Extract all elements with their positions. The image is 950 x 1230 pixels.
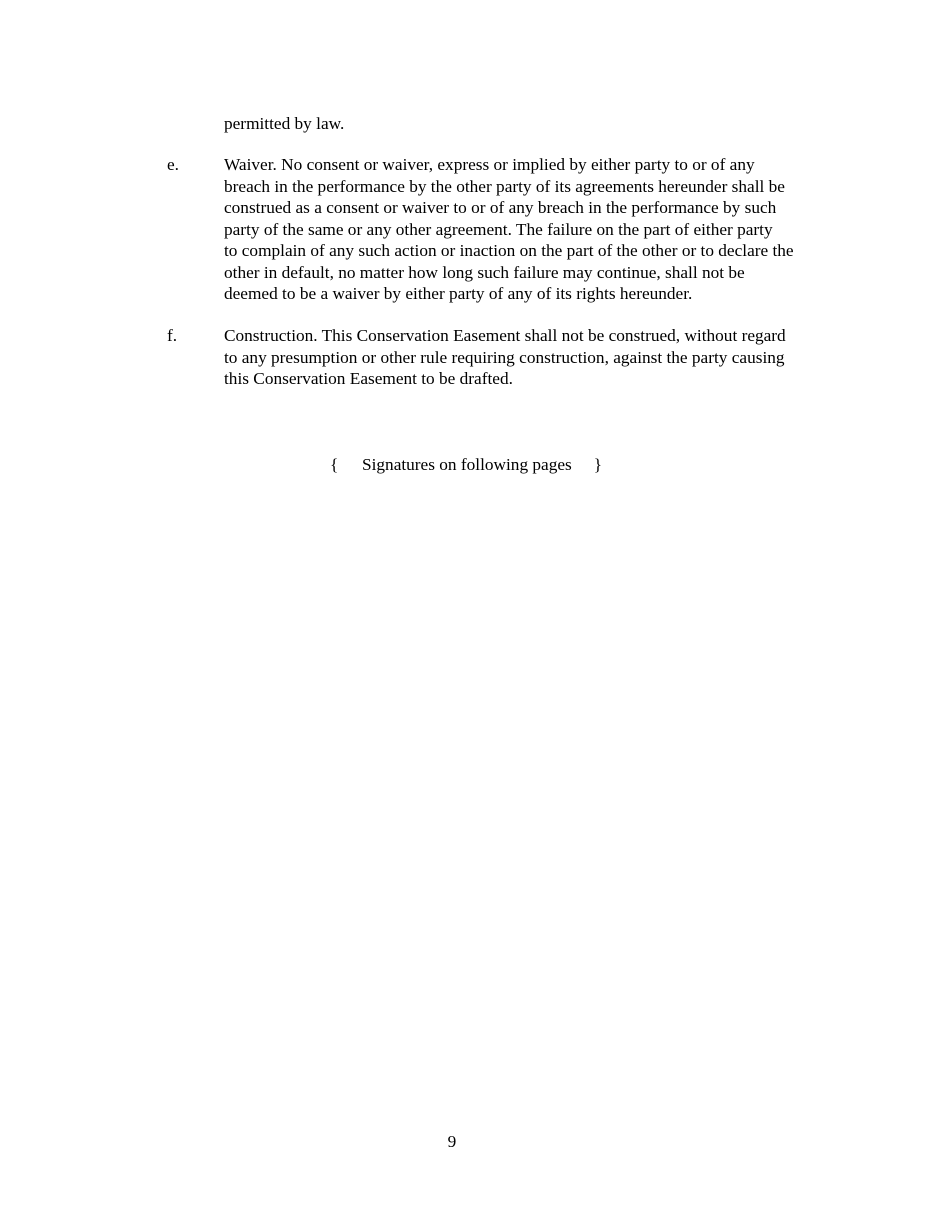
open-brace: { [330,455,339,474]
signatures-note [330,454,602,476]
section-f-letter: f. [167,326,178,345]
section-e-line: party of the same or any other agreement. The failure on the part of either party [224,219,773,239]
section-f-line: Construction. This Conservation Easement shall not be construed, without regard [224,326,786,345]
section-e-line: construed as a consent or waiver to or of any breach in the performance by such [224,198,777,217]
section-e-line: Waiver. No consent or waiver, express or implied by either party to or of any [224,155,755,174]
signatures-text: Signatures on following pages [362,455,572,474]
section-e-line: deemed to be a waiver by either party of any of its rights hereunder. [224,284,693,303]
section-e-body [224,154,844,305]
page-number: 9 [447,1132,457,1151]
section-e-letter: e. [167,155,179,174]
section-f-body [224,325,844,390]
section-f-line: this Conservation Easement to be drafted. [224,369,513,388]
section-e-line: to complain of any such action or inaction on the part of the other or to declare the [224,241,794,260]
continuation-text: permitted by law. [224,114,345,133]
close-brace: } [593,455,603,474]
section-e-line: other in default, no matter how long such failure may continue, shall not be [224,262,745,282]
section-f-line: to any presumption or other rule requiring construction, against the party causing [224,347,785,367]
section-e-line: breach in the performance by the other party of its agreements hereunder shall be [224,176,785,196]
